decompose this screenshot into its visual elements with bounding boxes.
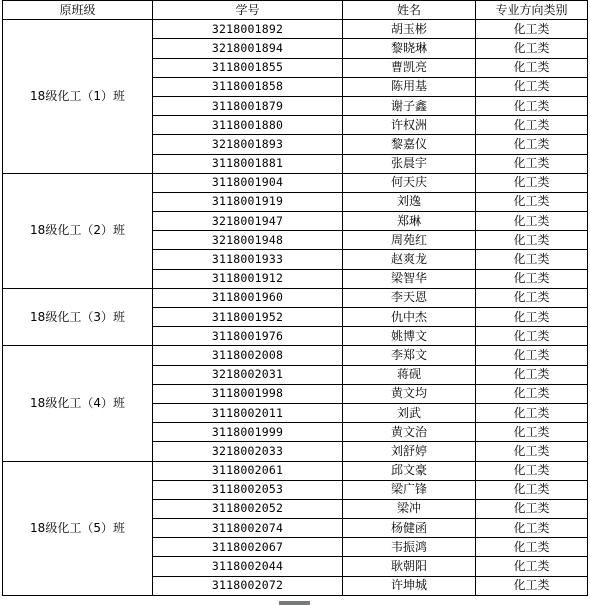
major-cell: 化工类 xyxy=(476,519,588,538)
student-id-cell: 3118002072 xyxy=(153,576,343,595)
student-id-cell: 3118001858 xyxy=(153,77,343,96)
major-cell: 化工类 xyxy=(476,212,588,231)
major-cell: 化工类 xyxy=(476,20,588,39)
class-cell: 18级化工（3）班 xyxy=(3,288,153,346)
student-id-cell: 3218002033 xyxy=(153,442,343,461)
name-cell: 刘舒婷 xyxy=(343,442,476,461)
student-id-cell: 3118001952 xyxy=(153,308,343,327)
header-student-id: 学号 xyxy=(153,1,343,20)
student-id-cell: 3118001960 xyxy=(153,288,343,307)
student-id-cell: 3118002044 xyxy=(153,557,343,576)
major-cell: 化工类 xyxy=(476,135,588,154)
student-id-cell: 3118001879 xyxy=(153,96,343,115)
table-row xyxy=(3,461,588,480)
student-id-cell: 3118002067 xyxy=(153,538,343,557)
major-cell: 化工类 xyxy=(476,308,588,327)
major-cell: 化工类 xyxy=(476,231,588,250)
header-name: 姓名 xyxy=(343,1,476,20)
name-cell: 许权洲 xyxy=(343,116,476,135)
class-cell: 18级化工（2）班 xyxy=(3,173,153,288)
major-cell: 化工类 xyxy=(476,480,588,499)
name-cell: 姚博文 xyxy=(343,327,476,346)
student-roster-table xyxy=(2,0,588,596)
major-cell: 化工类 xyxy=(476,346,588,365)
major-cell: 化工类 xyxy=(476,365,588,384)
major-cell: 化工类 xyxy=(476,288,588,307)
name-cell: 黎晓琳 xyxy=(343,39,476,58)
student-id-cell: 3218001948 xyxy=(153,231,343,250)
page-scroll-marker xyxy=(279,601,310,605)
name-cell: 刘武 xyxy=(343,403,476,422)
name-cell: 刘逸 xyxy=(343,192,476,211)
student-id-cell: 3118002011 xyxy=(153,403,343,422)
name-cell: 梁智华 xyxy=(343,269,476,288)
major-cell: 化工类 xyxy=(476,96,588,115)
name-cell: 仇中杰 xyxy=(343,308,476,327)
student-id-cell: 3118002052 xyxy=(153,499,343,518)
student-id-cell: 3118002074 xyxy=(153,519,343,538)
table-header xyxy=(3,1,588,20)
student-id-cell: 3218001894 xyxy=(153,39,343,58)
name-cell: 梁广锋 xyxy=(343,480,476,499)
student-id-cell: 3118002008 xyxy=(153,346,343,365)
student-id-cell: 3118001855 xyxy=(153,58,343,77)
major-cell: 化工类 xyxy=(476,269,588,288)
name-cell: 黄文均 xyxy=(343,384,476,403)
name-cell: 耿朝阳 xyxy=(343,557,476,576)
name-cell: 胡玉彬 xyxy=(343,20,476,39)
major-cell: 化工类 xyxy=(476,250,588,269)
student-id-cell: 3118001999 xyxy=(153,423,343,442)
table-row xyxy=(3,288,588,307)
student-id-cell: 3118001976 xyxy=(153,327,343,346)
major-cell: 化工类 xyxy=(476,538,588,557)
major-cell: 化工类 xyxy=(476,77,588,96)
major-cell: 化工类 xyxy=(476,557,588,576)
header-major: 专业方向类别 xyxy=(476,1,588,20)
major-cell: 化工类 xyxy=(476,423,588,442)
name-cell: 黎嘉仪 xyxy=(343,135,476,154)
name-cell: 郑琳 xyxy=(343,212,476,231)
name-cell: 许坤城 xyxy=(343,576,476,595)
name-cell: 张晨宇 xyxy=(343,154,476,173)
major-cell: 化工类 xyxy=(476,327,588,346)
name-cell: 陈用基 xyxy=(343,77,476,96)
major-cell: 化工类 xyxy=(476,442,588,461)
name-cell: 梁冲 xyxy=(343,499,476,518)
major-cell: 化工类 xyxy=(476,39,588,58)
table-row xyxy=(3,346,588,365)
student-id-cell: 3218001892 xyxy=(153,20,343,39)
class-cell: 18级化工（5）班 xyxy=(3,461,153,595)
major-cell: 化工类 xyxy=(476,461,588,480)
major-cell: 化工类 xyxy=(476,58,588,77)
student-id-cell: 3218002031 xyxy=(153,365,343,384)
name-cell: 李天恩 xyxy=(343,288,476,307)
student-id-cell: 3118002053 xyxy=(153,480,343,499)
name-cell: 何天庆 xyxy=(343,173,476,192)
name-cell: 周苑红 xyxy=(343,231,476,250)
student-id-cell: 3118001919 xyxy=(153,192,343,211)
student-id-cell: 3118001998 xyxy=(153,384,343,403)
class-cell: 18级化工（1）班 xyxy=(3,20,153,174)
major-cell: 化工类 xyxy=(476,499,588,518)
name-cell: 韦振鸿 xyxy=(343,538,476,557)
student-id-cell: 3118002061 xyxy=(153,461,343,480)
major-cell: 化工类 xyxy=(476,403,588,422)
major-cell: 化工类 xyxy=(476,576,588,595)
name-cell: 赵爽龙 xyxy=(343,250,476,269)
major-cell: 化工类 xyxy=(476,154,588,173)
header-row xyxy=(3,1,588,20)
major-cell: 化工类 xyxy=(476,384,588,403)
header-class: 原班级 xyxy=(3,1,153,20)
table-row xyxy=(3,173,588,192)
student-id-cell: 3118001904 xyxy=(153,173,343,192)
major-cell: 化工类 xyxy=(476,192,588,211)
student-id-cell: 3218001893 xyxy=(153,135,343,154)
table-body xyxy=(3,20,588,596)
table-row xyxy=(3,20,588,39)
student-id-cell: 3118001880 xyxy=(153,116,343,135)
name-cell: 蒋砚 xyxy=(343,365,476,384)
student-id-cell: 3118001912 xyxy=(153,269,343,288)
student-id-cell: 3118001933 xyxy=(153,250,343,269)
class-cell: 18级化工（4）班 xyxy=(3,346,153,461)
student-id-cell: 3218001947 xyxy=(153,212,343,231)
name-cell: 杨健函 xyxy=(343,519,476,538)
name-cell: 邱文豪 xyxy=(343,461,476,480)
name-cell: 李郑文 xyxy=(343,346,476,365)
name-cell: 谢子鑫 xyxy=(343,96,476,115)
name-cell: 黄文治 xyxy=(343,423,476,442)
name-cell: 曹凯亮 xyxy=(343,58,476,77)
major-cell: 化工类 xyxy=(476,116,588,135)
major-cell: 化工类 xyxy=(476,173,588,192)
student-id-cell: 3118001881 xyxy=(153,154,343,173)
